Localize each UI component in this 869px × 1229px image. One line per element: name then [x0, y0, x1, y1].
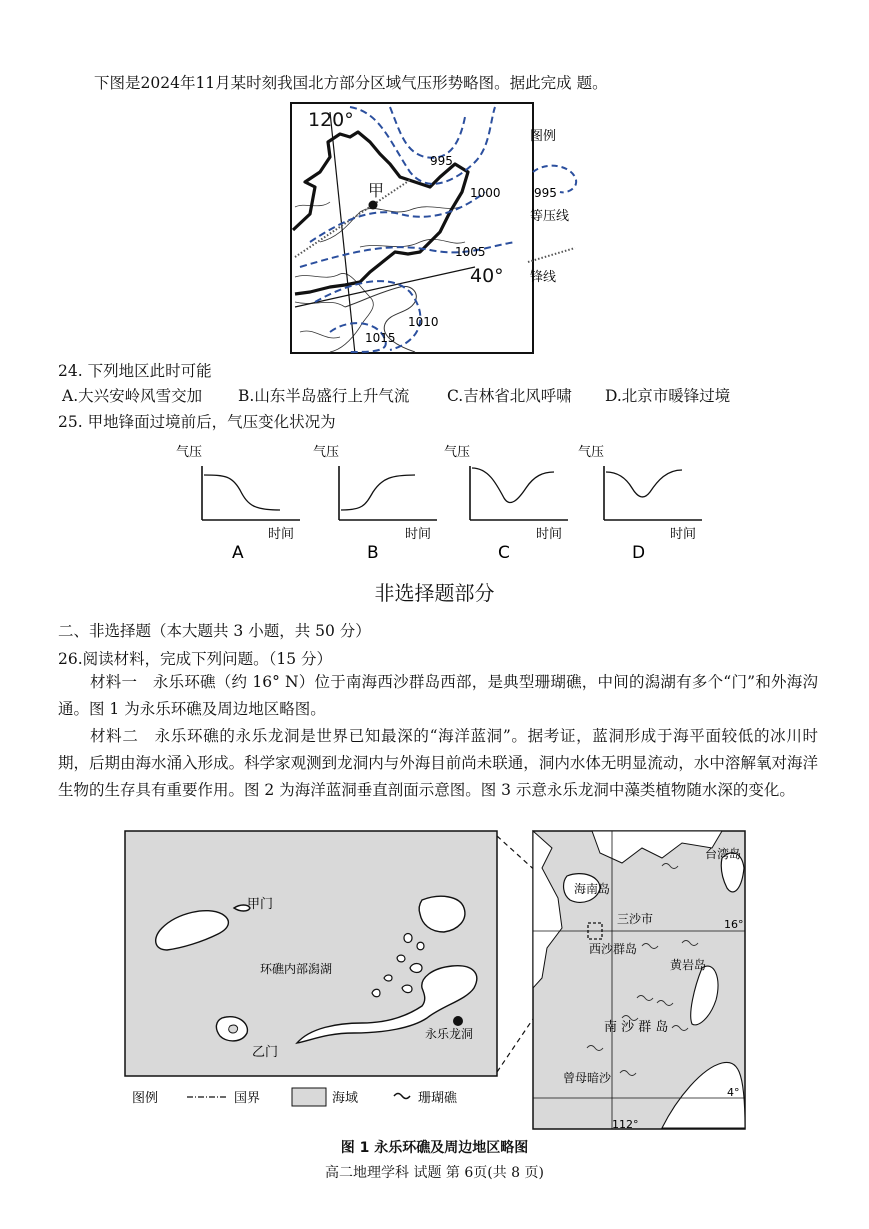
label-hainan: 海南岛	[574, 882, 611, 896]
q24-option-d: D.北京市暖锋过境	[605, 387, 731, 405]
legend-isobar-label: 等压线	[530, 209, 570, 224]
lon-label: 120°	[308, 109, 354, 131]
legend-title: 图例	[530, 129, 557, 144]
point-jia-label: 甲	[368, 181, 385, 200]
figure1-caption: 图 1 永乐环礁及周边地区略图	[340, 1140, 529, 1156]
graph-ylabel: 气压	[313, 445, 340, 460]
legend-reef-swatch	[394, 1094, 410, 1099]
legend-front-swatch	[528, 248, 575, 262]
lat-label: 40°	[470, 265, 504, 287]
section-title: 非选择题部分	[374, 581, 495, 605]
fig1-legend-sea: 海域	[332, 1091, 359, 1106]
graph-c	[444, 445, 568, 563]
isobar-label: 1000	[470, 186, 501, 200]
reef-shape	[417, 942, 424, 950]
reef-shape	[397, 955, 405, 962]
legend-sea-swatch	[292, 1088, 326, 1106]
label-lagoon: 环礁内部潟湖	[260, 962, 333, 976]
q26-material2: 材料二 永乐环礁的永乐龙洞是世界已知最深的“海洋蓝洞”。据考证，蓝洞形成于海平面较低的冰川时期，后期由海水涌入形成。科学家观测到龙洞内与外海目前尚未联通，洞内水体无明显流动，水中溶解氧对海洋生物的生存具有重要作用。图 2 为海洋蓝洞垂直剖面示意图。图 3 示意永乐龙洞中藻类植物随水深的变化。	[58, 727, 818, 799]
reef-shape	[384, 975, 392, 981]
page-footer: 高二地理学科 试题 第 6页(共 8 页)	[325, 1165, 544, 1181]
label-lon112: 112°	[612, 1118, 639, 1131]
reef-shape	[404, 934, 412, 943]
q24-stem: 24. 下列地区此时可能	[58, 362, 212, 380]
q26-stem: 26.阅读材料，完成下列问题。（15 分）	[58, 650, 333, 668]
graph-curve	[341, 475, 415, 510]
intro-text: 下图是2024年11月某时刻我国北方部分区域气压形势略图。据此完成 题。	[94, 74, 608, 92]
q24-option-b: B.山东半岛盛行上升气流	[238, 387, 410, 405]
graph-b	[313, 445, 437, 563]
graph-letter: C	[498, 543, 510, 563]
label-jiamen: 甲门	[247, 897, 274, 912]
isobar-label: 1015	[365, 331, 396, 345]
q24-option-c: C.吉林省北风呼啸	[447, 387, 572, 405]
q24-option-a: A.大兴安岭风雪交加	[62, 387, 203, 405]
label-sansha: 三沙市	[617, 912, 654, 926]
graph-curve	[204, 475, 280, 510]
pressure-graphs	[170, 438, 710, 568]
label-yimen: 乙门	[252, 1045, 279, 1060]
fig1-legend-title: 图例	[132, 1091, 159, 1106]
label-longdong: 永乐龙洞	[425, 1027, 474, 1041]
figure1-map	[122, 828, 752, 1132]
graph-xlabel: 时间	[268, 527, 295, 542]
point-jia	[369, 201, 378, 210]
reef-shape	[229, 1025, 238, 1033]
label-lat16: 16°	[724, 918, 744, 931]
legend-isobar-value: 995	[534, 186, 557, 200]
yongle-blue-hole-point	[453, 1016, 463, 1026]
graph-d	[578, 445, 702, 563]
graph-ylabel: 气压	[578, 445, 605, 460]
label-lat4: 4°	[727, 1086, 740, 1099]
graph-xlabel: 时间	[670, 527, 697, 542]
graph-a	[176, 445, 300, 563]
label-nansha: 南 沙 群 岛	[604, 1020, 669, 1035]
label-taiwan: 台湾岛	[705, 847, 742, 861]
graph-letter: D	[632, 543, 646, 563]
fig1-legend-border: 国界	[234, 1091, 261, 1106]
label-zengmu: 曾母暗沙	[563, 1071, 612, 1085]
graph-ylabel: 气压	[444, 445, 471, 460]
label-huangyan: 黄岩岛	[670, 958, 707, 972]
isobar-label: 1010	[408, 315, 439, 329]
section2-heading: 二、非选择题（本大题共 3 小题，共 50 分）	[58, 622, 371, 640]
graph-xlabel: 时间	[536, 527, 563, 542]
graph-curve	[472, 468, 554, 503]
reef-shape	[410, 964, 422, 973]
graph-curve	[606, 470, 682, 497]
reef-shape	[402, 985, 412, 993]
graph-letter: A	[232, 543, 244, 563]
isobar-label: 1005	[455, 245, 486, 259]
isobar-label: 995	[430, 154, 453, 168]
fig1-legend-reef: 珊瑚礁	[418, 1091, 458, 1106]
label-xisha: 西沙群岛	[589, 942, 638, 956]
graph-ylabel: 气压	[176, 445, 203, 460]
pressure-map	[290, 102, 590, 354]
legend-front-label: 锋线	[530, 270, 557, 285]
q25-stem: 25. 甲地锋面过境前后，气压变化状况为	[58, 413, 336, 431]
q26-material1: 材料一 永乐环礁（约 16° N）位于南海西沙群岛西部，是典型珊瑚礁，中间的潟湖有多个“门”和外海沟通。图 1 为永乐环礁及周边地区略图。	[58, 673, 818, 718]
reef-shape	[372, 989, 380, 997]
graph-letter: B	[367, 543, 379, 563]
graph-xlabel: 时间	[405, 527, 432, 542]
